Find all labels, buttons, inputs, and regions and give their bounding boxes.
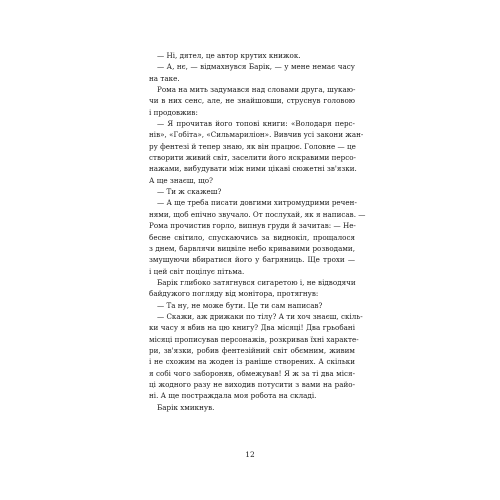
text-line: і продовжив: [149,107,198,117]
text-line: створити живий світ, заселити його яскравими персо- [149,153,356,163]
text-line: байдужого погляду від монітора, протягнув: [149,289,319,299]
text-line: — Ні, дятел, це автор крутих книжок. [157,51,301,60]
text-line: Барік глибоко затягнувся сигаретою і, не відводячи [157,277,356,287]
text-line: — Ти ж скажеш? [157,187,222,197]
text-line: ри, зв'язки, робив фентезійний світ обємним, живим [149,345,355,355]
text-line: Рома на мить задумався над словами друга, шукаю- [157,85,356,95]
text-line: ні. А ще постраждала моя робота на складі. [149,391,317,401]
text-line: місяці прописував персонажів, розкривав їхні характе- [149,334,359,344]
text-line: з днем, барвлячи вицвіле небо кривавими розводами, [149,243,355,253]
text-line: Барік хмикнув. [157,402,215,412]
text-line: нажами, вибудувати між ними цікаві сюжетні зв'язки. [149,164,357,174]
text-line: ру фентезі й тепер знаю, як він працює. Головне — це [149,141,356,151]
text-line: я собі чого забороняв, обмежував! Я ж за ті два міся- [149,368,355,378]
text-line: — Скажи, аж дрижаки по тілу? А ти хоч знаєш, скіль- [157,311,363,321]
text-line: ці жодного разу не виходив потусити з вами на райо- [149,379,355,389]
text-line: змушуючи вбиратися його у багряниць. Ще трохи — [149,255,355,265]
text-line: — Я прочитав його топові книги: «Володаря перс- [157,119,355,129]
text-line: Рома прочистив горло, випнув груди й зачитав: — Не- [149,221,356,231]
text-line: ки часу я вбив на цю книгу? Два місяці! Два грьобані [149,323,355,333]
text-line: бесне світило, спускаючись за виднокіл, прощалося [149,232,355,242]
text-line: — А ще треба писати довгими хитромудрими речен- [157,198,357,208]
text-line: чи в них сенс, але, не знайшовши, струснув головою [149,96,355,106]
text-line: — Та ну, не може бути. Це ти сам написав? [157,300,323,310]
text-line: А ще знаєш, що? [149,175,213,185]
text-line: і цей світ поцілує пітьма. [149,266,245,276]
text-line: нів», «Гобіта», «Сильмариліон». Вивчив усі закони жан- [149,130,364,140]
body-text [149,50,366,413]
text-line: — А, нє, — відмахнувся Барік, — у мене немає часу [157,62,355,72]
text-line: і не схожим на жоден із раніше створених. А скільки [149,357,355,367]
page-number: 12 [245,450,255,459]
text-line: нями, щоб епічно звучало. От послухай, як я написав. — [149,209,366,219]
text-line: на таке. [149,73,180,83]
